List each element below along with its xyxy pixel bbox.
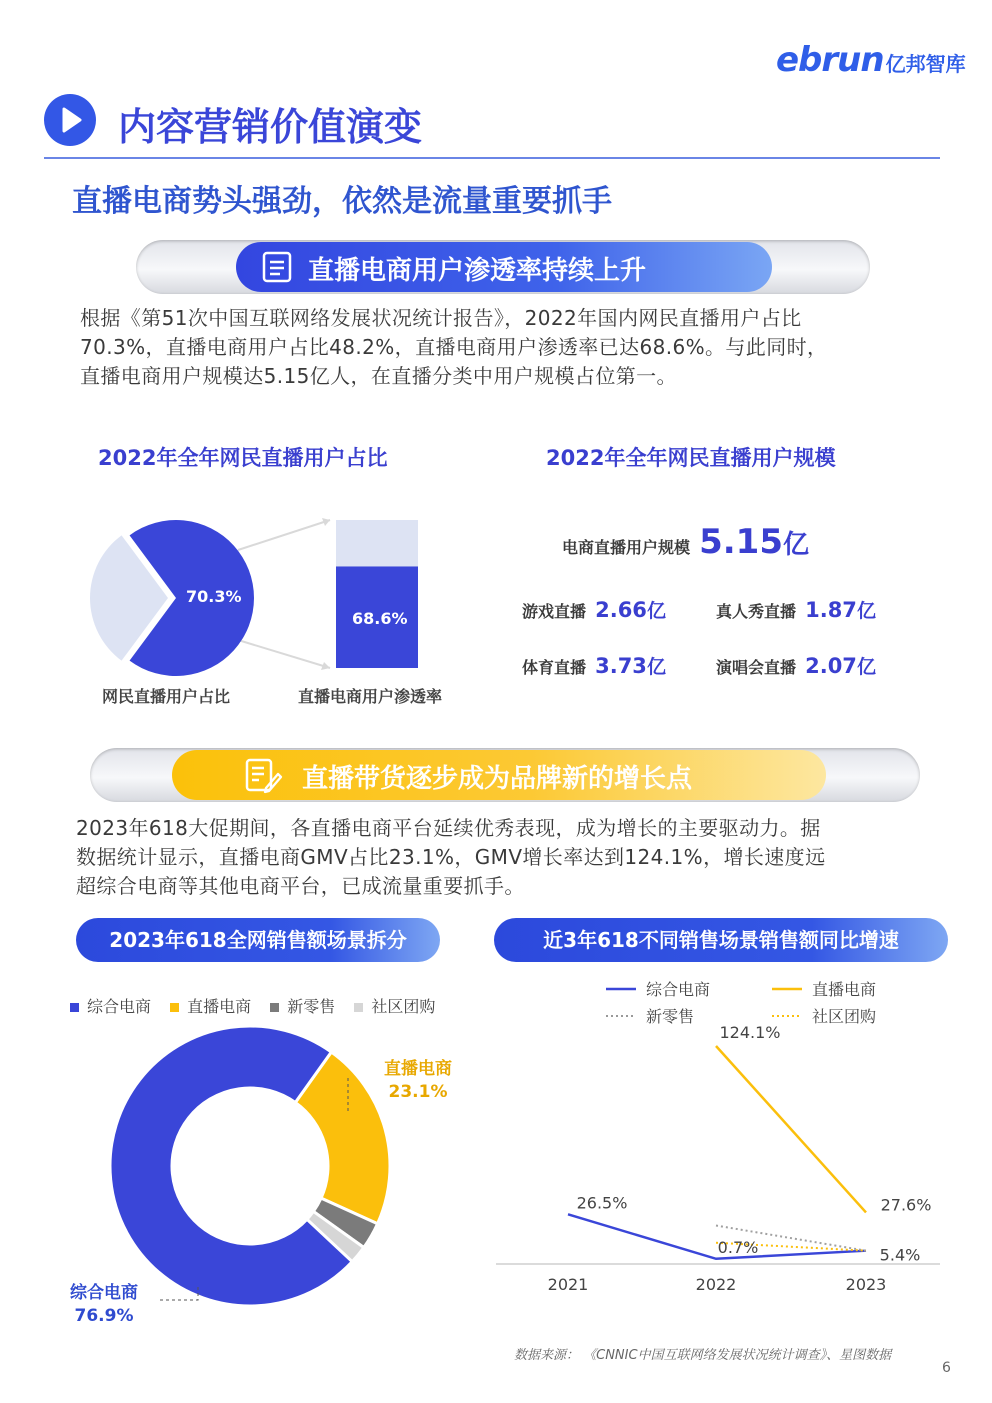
line-series-live bbox=[716, 1046, 866, 1212]
legend-swatch-gray bbox=[270, 1003, 279, 1012]
legend-label: 新零售 bbox=[646, 1007, 695, 1026]
left-chart-title: 2022年全年网民直播用户占比 bbox=[98, 446, 388, 470]
data-source: 数据来源： 《CNNIC中国互联网络发展状况统计调查》、星图数据 bbox=[514, 1348, 892, 1363]
stat-main-value: 5.15 bbox=[699, 522, 783, 562]
bar-value-label: 68.6% bbox=[352, 609, 408, 628]
stat-item bbox=[522, 596, 666, 623]
document-icon bbox=[260, 250, 294, 288]
stat-label: 体育直播 bbox=[522, 658, 587, 677]
banner-2-text: 直播带货逐步成为品牌新的增长点 bbox=[302, 764, 693, 794]
play-icon bbox=[44, 94, 96, 146]
bar-caption: 直播电商用户渗透率 bbox=[298, 687, 443, 706]
stat-label: 真人秀直播 bbox=[716, 602, 797, 621]
legend-swatch-blue bbox=[70, 1003, 79, 1012]
brand-logo bbox=[776, 40, 966, 80]
stat-value: 2.07 bbox=[805, 654, 857, 678]
right-chart-title: 2022年全年网民直播用户规模 bbox=[546, 446, 836, 470]
x-tick-label: 2022 bbox=[695, 1275, 737, 1294]
connector-bottom bbox=[238, 640, 330, 668]
stat-value: 3.73 bbox=[595, 654, 647, 678]
donut-slice-general bbox=[110, 1026, 352, 1306]
section-2-paragraph bbox=[76, 814, 936, 901]
stat-item bbox=[716, 652, 876, 679]
data-label: 27.6% bbox=[880, 1195, 932, 1215]
page-number: 6 bbox=[942, 1360, 951, 1376]
donut-chart bbox=[110, 1024, 410, 1324]
paragraph-line: 70.3%，直播电商用户占比48.2%，直播电商用户渗透率已达68.6%。与此同时， bbox=[80, 335, 828, 359]
logo-cn: 亿邦智库 bbox=[885, 52, 966, 76]
legend-label: 综合电商 bbox=[646, 980, 711, 999]
x-tick-label: 2021 bbox=[547, 1275, 589, 1294]
donut-legend bbox=[70, 994, 435, 1017]
donut-chart-tag: 2023年618全网销售额场景拆分 bbox=[76, 918, 440, 962]
stat-item bbox=[522, 652, 666, 679]
stat-main-label: 电商直播用户规模 bbox=[562, 538, 691, 557]
paragraph-line: 根据《第51次中国互联网络发展状况统计报告》，2022年国内网民直播用户占比 bbox=[80, 306, 802, 330]
logo-en: ebrun bbox=[776, 40, 884, 80]
stat-unit: 亿 bbox=[856, 656, 876, 678]
edit-note-icon bbox=[244, 756, 284, 800]
stat-unit: 亿 bbox=[646, 656, 666, 678]
data-label: 124.1% bbox=[719, 1023, 781, 1042]
legend-swatch-light-gray bbox=[354, 1003, 363, 1012]
paragraph-line: 超综合电商等其他电商平台，已成流量重要抓手。 bbox=[76, 874, 525, 898]
legend-item: 社区团购 bbox=[354, 997, 435, 1016]
stat-value: 2.66 bbox=[595, 598, 647, 622]
stat-label: 演唱会直播 bbox=[716, 658, 797, 677]
data-label: 0.7% bbox=[717, 1237, 759, 1257]
donut-label-general: 综合电商 76.9% bbox=[70, 1283, 138, 1326]
donut-label-live: 直播电商 23.1% bbox=[384, 1059, 452, 1102]
legend-label: 直播电商 bbox=[812, 980, 877, 999]
legend-swatch-yellow bbox=[170, 1003, 179, 1012]
line-chart bbox=[494, 970, 944, 1310]
section-headline: 直播电商势头强劲，依然是流量重要抓手 bbox=[72, 184, 612, 219]
pie-caption: 网民直播用户占比 bbox=[102, 687, 231, 706]
line-chart-tag: 近3年618不同销售场景销售额同比增速 bbox=[494, 918, 948, 962]
legend-item: 新零售 bbox=[270, 997, 335, 1016]
paragraph-line: 2023年618大促期间，各直播电商平台延续优秀表现，成为增长的主要驱动力。据 bbox=[76, 816, 821, 840]
connector-top bbox=[238, 520, 330, 550]
stat-label: 游戏直播 bbox=[522, 602, 587, 621]
pie-value-label: 70.3% bbox=[186, 587, 242, 606]
header-divider bbox=[44, 157, 940, 159]
stat-main-unit: 亿 bbox=[783, 530, 810, 560]
stat-unit: 亿 bbox=[856, 600, 876, 622]
paragraph-line: 直播电商用户规模达5.15亿人，在直播分类中用户规模占位第一。 bbox=[80, 364, 677, 388]
paragraph-line: 数据统计显示，直播电商GMV占比23.1%，GMV增长率达到124.1%，增长速度远 bbox=[76, 845, 826, 869]
x-tick-label: 2023 bbox=[845, 1275, 887, 1294]
data-label: 5.4% bbox=[879, 1245, 921, 1265]
legend-item: 直播电商 bbox=[170, 997, 251, 1016]
stat-main bbox=[562, 522, 809, 562]
banner-1-text: 直播电商用户渗透率持续上升 bbox=[308, 256, 647, 286]
page-title: 内容营销价值演变 bbox=[118, 105, 423, 149]
bar-chart bbox=[336, 520, 418, 668]
section-1-paragraph bbox=[80, 304, 940, 391]
legend-label: 社区团购 bbox=[812, 1007, 877, 1026]
legend-item: 综合电商 bbox=[70, 997, 151, 1016]
penetration-chart bbox=[80, 500, 500, 690]
stat-value: 1.87 bbox=[805, 598, 857, 622]
stat-unit: 亿 bbox=[646, 600, 666, 622]
stat-item bbox=[716, 596, 876, 623]
data-label: 26.5% bbox=[576, 1193, 628, 1213]
